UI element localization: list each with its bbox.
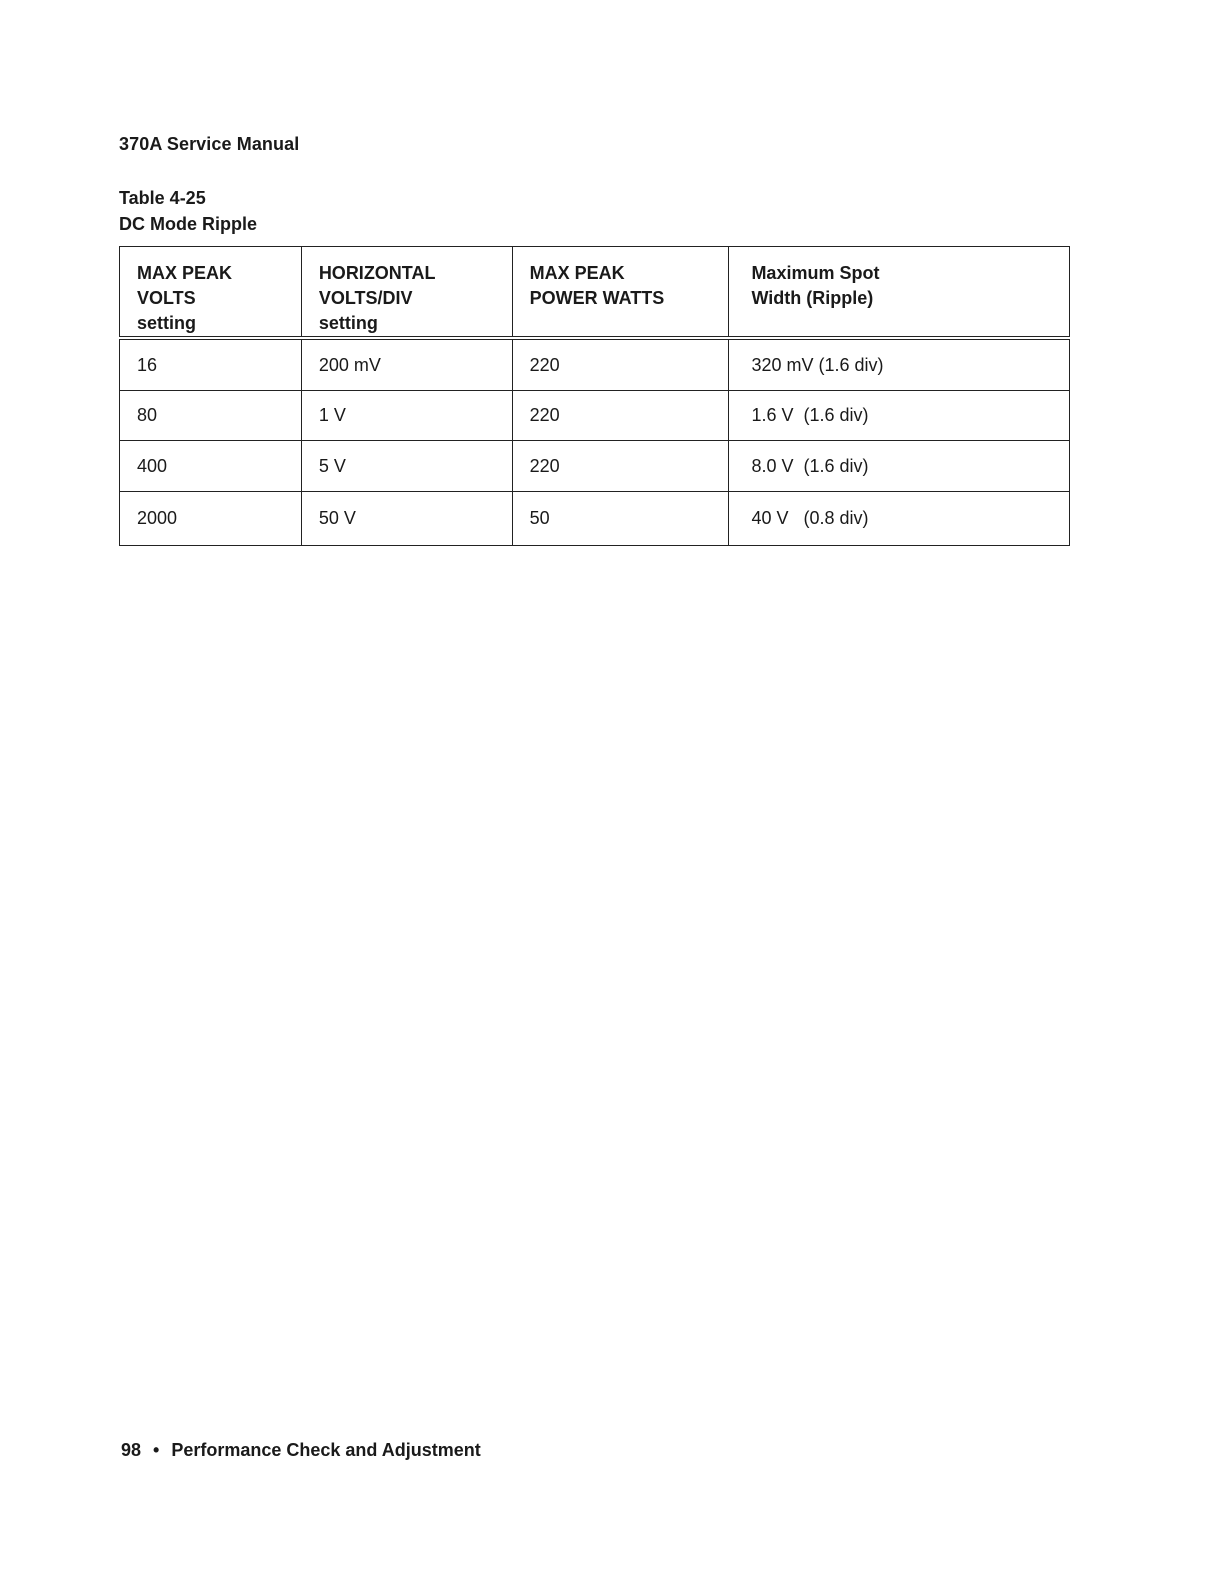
- header-line: MAX PEAK: [529, 263, 625, 283]
- table-title: DC Mode Ripple: [119, 214, 257, 234]
- bullet-separator: •: [153, 1440, 160, 1460]
- header-line: MAX PEAK: [137, 263, 233, 283]
- header-line: HORIZONTAL: [318, 263, 436, 283]
- header-line: setting: [137, 313, 197, 333]
- table-cell: 320 mV (1.6 div): [729, 338, 1070, 391]
- page-footer: [121, 1440, 481, 1461]
- dc-mode-ripple-table: [119, 246, 1070, 546]
- page-number: 98: [121, 1440, 142, 1460]
- table-cell: 220: [512, 338, 729, 391]
- table-cell: 2000: [120, 492, 302, 546]
- table-cell: 1.6 V (1.6 div): [729, 391, 1070, 441]
- table-cell: 40 V (0.8 div): [751, 508, 869, 528]
- table-cell: 16: [120, 338, 302, 391]
- table-header-row: [120, 247, 1070, 339]
- header-line: VOLTS/DIV: [318, 288, 413, 308]
- table-cell: 1 V: [301, 391, 512, 441]
- header-line: VOLTS: [137, 288, 196, 308]
- table-cell: 5 V: [301, 441, 512, 492]
- header-max-peak-volts: [120, 247, 302, 339]
- table-row: [120, 492, 1070, 546]
- table-cell: 220: [512, 441, 729, 492]
- table-row: [120, 338, 1070, 391]
- table-cell: 50 V: [301, 492, 512, 546]
- footer-section-title: Performance Check and Adjustment: [171, 1440, 481, 1460]
- table-row: [120, 441, 1070, 492]
- header-line: Width (Ripple): [751, 288, 874, 308]
- table-caption: [119, 185, 257, 237]
- table-cell: 80: [120, 391, 302, 441]
- header-line: Maximum Spot: [751, 263, 880, 283]
- header-line: POWER WATTS: [529, 288, 665, 308]
- table-cell: 220: [512, 391, 729, 441]
- header-line: setting: [318, 313, 378, 333]
- table-cell: 50: [512, 492, 729, 546]
- header-max-peak-power-watts: [512, 247, 729, 339]
- running-head-title: 370A Service Manual: [119, 134, 300, 154]
- table-cell: 400: [120, 441, 302, 492]
- table-cell: 200 mV: [301, 338, 512, 391]
- header-maximum-spot-width: [729, 247, 1070, 339]
- table-row: [120, 391, 1070, 441]
- table-cell: 8.0 V (1.6 div): [729, 441, 1070, 492]
- header-horizontal-volts-div: [301, 247, 512, 339]
- table-label: Table 4-25: [119, 188, 206, 208]
